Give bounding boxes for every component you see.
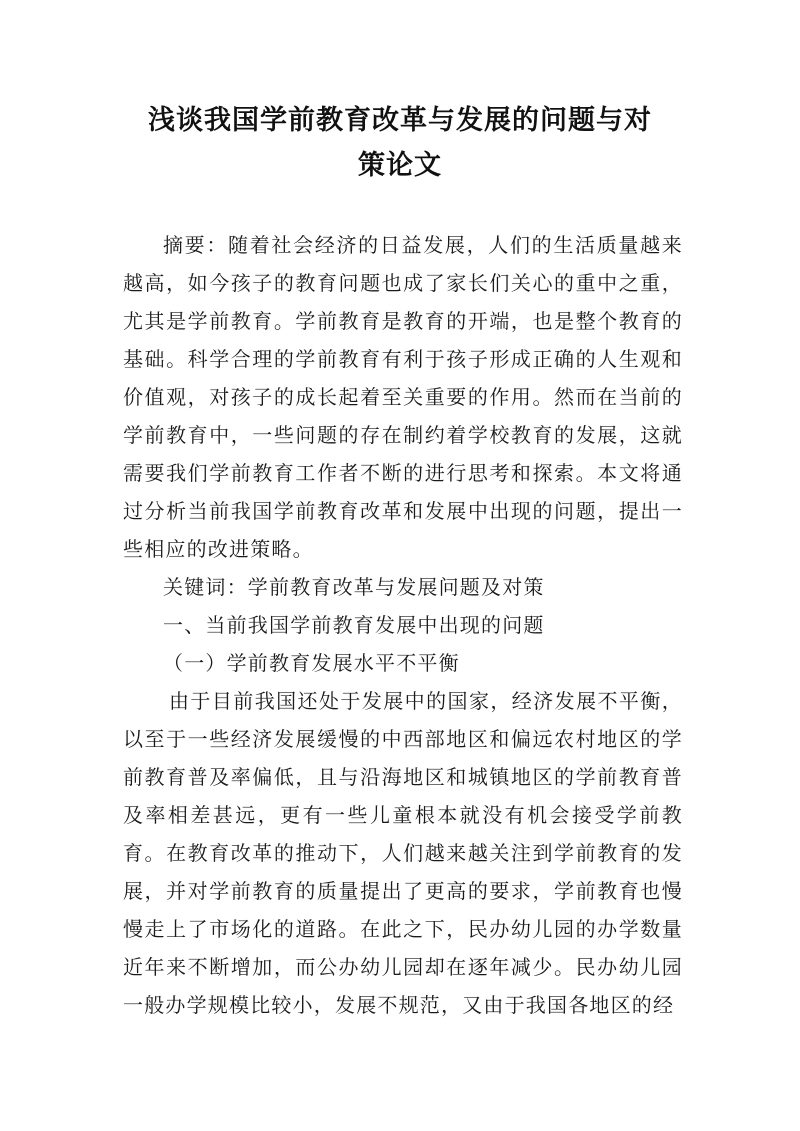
title-line-1: 浅谈我国学前教育改革与发展的问题与对 [148, 105, 652, 136]
section-heading-1: 一、当前我国学前教育发展中出现的问题 [163, 613, 545, 637]
body-paragraph: 由于目前我国还处于发展中的国家，经济发展不平衡，以至于一些经济发展缓慢的中西部地区和偏远农村地区的学前教育普及率偏低，且与沿海地区和城镇地区的学前教育普及率相差甚远，更有一些儿童根本就没有机会接受学前教育。在教育改革的推动下，人们越来越关注到学前教育的发展，并对学前教育的质量提出了更高的要求，学前教育也慢慢走上了市场化的道路。在此之下，民办幼儿园的办学数量近年来不断增加，而公办幼儿园却在逐年减少。民办幼儿园一般办学规模比较小，发展不规范，又由于我国各地区的经 [123, 689, 683, 1017]
abstract-paragraph: 摘要：随着社会经济的日益发展，人们的生活质量越来越高，如今孩子的教育问题也成了家长们关心的重中之重，尤其是学前教育。学前教育是教育的开端，也是整个教育的基础。科学合理的学前教育有利于孩子形成正确的人生观和价值观，对孩子的成长起着至关重要的作用。然而在当前的学前教育中，一些问题的存在制约着学校教育的发展，这就需要我们学前教育工作者不断的进行思考和探索。本文将通过分析当前我国学前教育改革和发展中出现的问题，提出一些相应的改进策略。 [123, 233, 683, 561]
keywords-line: 关键词：学前教育改革与发展问题及对策 [163, 575, 545, 599]
page-title [100, 98, 700, 188]
subsection-heading-1: （一）学前教育发展水平不平衡 [163, 651, 460, 675]
document-body [123, 226, 683, 1024]
title-line-2: 策论文 [358, 150, 442, 181]
